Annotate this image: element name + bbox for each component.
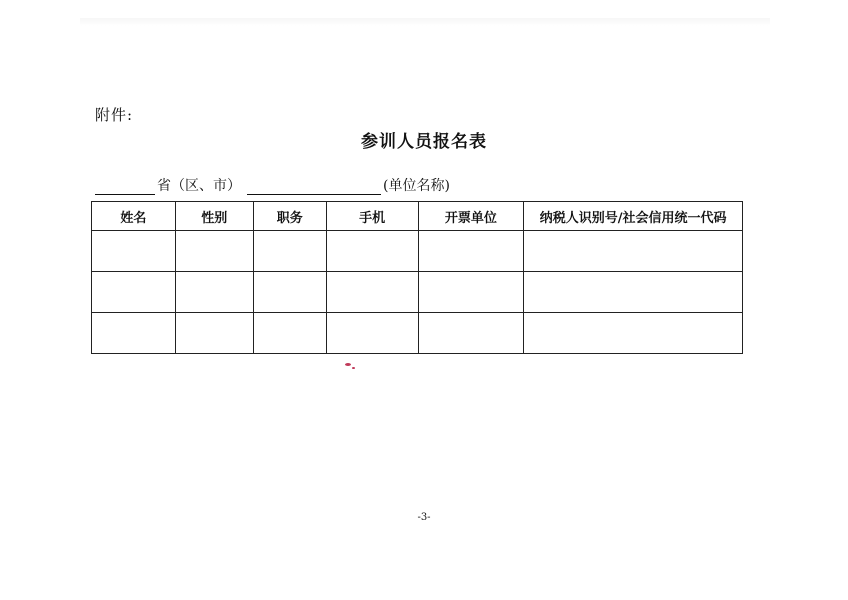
header-invoice-unit: 开票单位 — [418, 202, 524, 231]
table-row — [92, 272, 743, 313]
page-number: -3- — [417, 512, 431, 523]
table-cell — [418, 272, 524, 313]
table-cell — [175, 231, 253, 272]
scan-speck — [352, 367, 355, 369]
attachment-label: 附件: — [95, 106, 134, 124]
table-cell — [175, 272, 253, 313]
table-row — [92, 231, 743, 272]
registration-table — [91, 201, 743, 354]
header-mobile: 手机 — [326, 202, 418, 231]
header-position: 职务 — [253, 202, 326, 231]
table-cell — [326, 272, 418, 313]
scan-shadow — [80, 18, 770, 26]
unit-blank — [247, 178, 381, 195]
province-unit-line — [95, 175, 452, 195]
table-cell — [524, 231, 743, 272]
unit-suffix: (单位名称) — [383, 178, 450, 194]
scan-speck — [345, 363, 351, 366]
table-cell — [326, 231, 418, 272]
header-tax-id: 纳税人识别号/社会信用统一代码 — [524, 202, 743, 231]
table-cell — [524, 272, 743, 313]
province-suffix: 省（区、市） — [157, 178, 241, 194]
table-cell — [418, 313, 524, 354]
table-row — [92, 313, 743, 354]
table-cell — [253, 313, 326, 354]
table-cell — [253, 231, 326, 272]
table-header-row — [92, 202, 743, 231]
table-cell — [524, 313, 743, 354]
table-cell — [92, 231, 176, 272]
header-gender: 性别 — [175, 202, 253, 231]
table-cell — [175, 313, 253, 354]
table-cell — [253, 272, 326, 313]
form-title: 参训人员报名表 — [361, 132, 487, 152]
table-cell — [326, 313, 418, 354]
table-cell — [418, 231, 524, 272]
table-cell — [92, 313, 176, 354]
header-name: 姓名 — [92, 202, 176, 231]
province-blank — [95, 178, 155, 195]
table-cell — [92, 272, 176, 313]
